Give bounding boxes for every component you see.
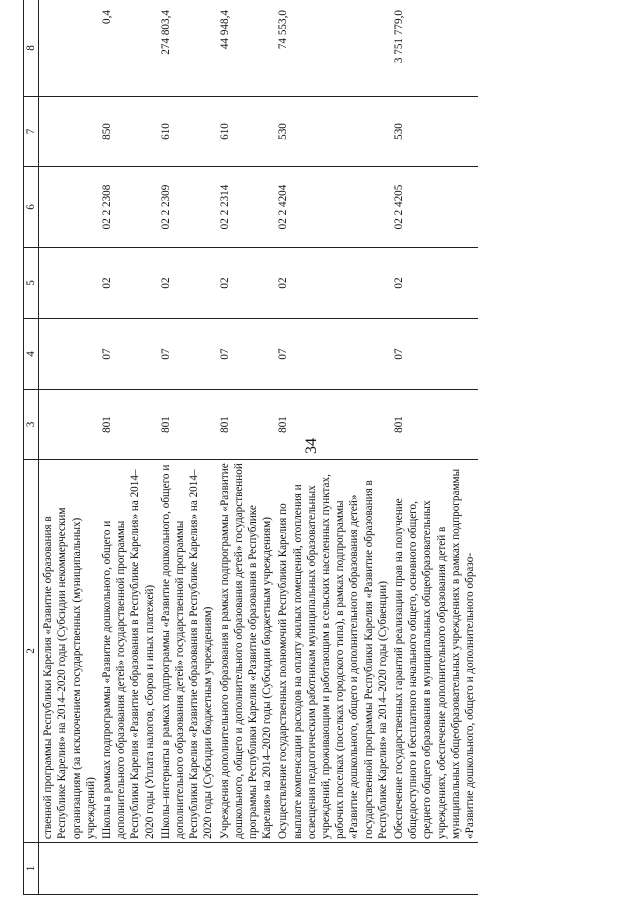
cell-subsection: 02 — [275, 248, 391, 319]
cell-ministry: 801 — [275, 390, 391, 460]
col-header-3: 3 — [24, 390, 39, 460]
cell-expense-type: 850 — [99, 97, 158, 167]
cell-expense-type: 530 — [391, 97, 478, 167]
cell-empty — [99, 843, 158, 895]
table-row — [391, 0, 478, 895]
cell-amount: 44 948,4 — [217, 0, 276, 97]
cell-section: 07 — [158, 319, 217, 390]
col-header-2: 2 — [24, 460, 39, 843]
cell-subsection: 02 — [391, 248, 478, 319]
cell-target-article: 02 2 2308 — [99, 167, 158, 248]
cell-name: Школы–интернаты в рамках подпрограммы «Развитие дошкольного, общего и дополнительного образования детей» государственной программы Республики Карелия «Развитие образования в Республике Карелия» на 2014–2020 годы (Субсидии бюджетным учреждениям) — [158, 460, 217, 843]
cell-expense-type: 610 — [217, 97, 276, 167]
table-row — [217, 0, 276, 895]
table-row — [275, 0, 391, 895]
cell-amount: 274 803,4 — [158, 0, 217, 97]
cell-subsection — [39, 248, 99, 319]
cell-name: Обеспечение государственных гарантий реализации прав на получение общедоступного и бесплатного начального общего, основного общего, среднего общего образования в муниципальных общеобразовательных учреждениях, обеспечение дополнительного образования детей в муниципальных общеобразовательных учреждениях в рамках подпрограммы «Развитие дошкольного, общего и дополнительного образо- — [391, 460, 478, 843]
cell-amount: 74 553,0 — [275, 0, 391, 97]
table-row — [99, 0, 158, 895]
col-header-8: 8 — [24, 0, 39, 97]
page-number: 34 — [303, 438, 320, 454]
cell-amount: 3 751 779,0 — [391, 0, 478, 97]
cell-ministry: 801 — [158, 390, 217, 460]
rotated-budget-table-container — [23, 0, 628, 895]
cell-ministry — [39, 390, 99, 460]
cell-amount — [39, 0, 99, 97]
cell-name: ственной программы Республики Карелия «Развитие образования в Республике Карелия» на 2014–2020 годы (Субсидии некоммерческим организациям (за исключением государственных (муниципальных) учреждений) — [39, 460, 99, 843]
cell-section: 07 — [275, 319, 391, 390]
cell-empty — [275, 843, 391, 895]
col-header-6: 6 — [24, 167, 39, 248]
cell-section: 07 — [391, 319, 478, 390]
cell-ministry: 801 — [391, 390, 478, 460]
cell-section: 07 — [217, 319, 276, 390]
table-row — [158, 0, 217, 895]
cell-section — [39, 319, 99, 390]
col-header-7: 7 — [24, 97, 39, 167]
cell-subsection: 02 — [158, 248, 217, 319]
cell-target-article: 02 2 4204 — [275, 167, 391, 248]
cell-expense-type: 530 — [275, 97, 391, 167]
cell-ministry: 801 — [99, 390, 158, 460]
cell-subsection: 02 — [99, 248, 158, 319]
cell-name: Осуществление государственных полномочий Республики Карелия по выплате компенсации расходов на оплату жилых помещений, отопления и освещения педагогическим работникам муниципальных образовательных учреждений, проживающим и работающим в сельских населенных пунктах, рабочих поселках (поселках городского типа), в рамках подпрограммы «Развитие дошкольного, общего и дополнительного образования детей» государственной программы Республики Карелия «Развитие образования в Республике Карелия» на 2014–2020 годы (Субвенции) — [275, 460, 391, 843]
cell-empty — [158, 843, 217, 895]
cell-target-article: 02 2 2314 — [217, 167, 276, 248]
col-header-5: 5 — [24, 248, 39, 319]
column-number-row — [24, 0, 39, 895]
cell-empty — [391, 843, 478, 895]
cell-target-article: 02 2 2309 — [158, 167, 217, 248]
cell-expense-type: 610 — [158, 97, 217, 167]
col-header-4: 4 — [24, 319, 39, 390]
cell-section: 07 — [99, 319, 158, 390]
col-header-1: 1 — [24, 843, 39, 895]
budget-table — [23, 0, 478, 895]
cell-name: Учреждения дополнительного образования в рамках подпрограммы «Развитие дошкольного, общего и дополнительного образования детей» государственной программы Республики Карелия «Развитие образования в Республике Карелия» на 2014–2020 годы (Субсидии бюджетным учреждениям) — [217, 460, 276, 843]
cell-subsection: 02 — [217, 248, 276, 319]
cell-ministry: 801 — [217, 390, 276, 460]
cell-target-article: 02 2 4205 — [391, 167, 478, 248]
cell-amount: 0,4 — [99, 0, 158, 97]
cell-expense-type — [39, 97, 99, 167]
cell-empty — [217, 843, 276, 895]
table-row — [39, 0, 99, 895]
cell-target-article — [39, 167, 99, 248]
cell-empty — [39, 843, 99, 895]
cell-name: Школы в рамках подпрограммы «Развитие дошкольного, общего и дополнительного образования детей» государственной программы Республики Карелия «Развитие образования в Республике Карелия» на 2014–2020 годы (Уплата налогов, сборов и иных платежей) — [99, 460, 158, 843]
